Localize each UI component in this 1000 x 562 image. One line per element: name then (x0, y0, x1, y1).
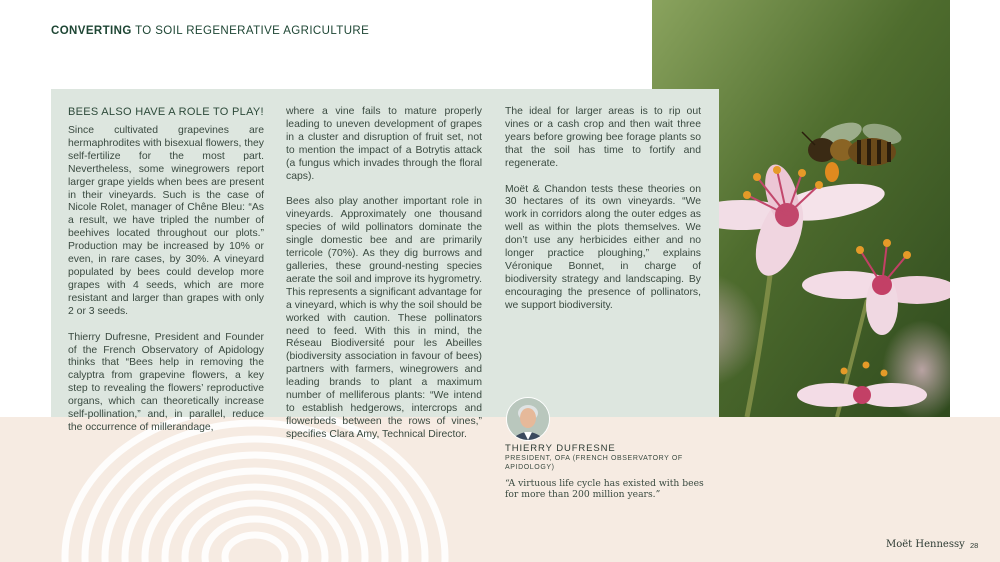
section-header (51, 25, 369, 37)
header-strong: CONVERTING (51, 25, 132, 37)
portrait-avatar (506, 397, 550, 441)
col3-paragraph-1: The ideal for larger areas is to rip out vines or a cash crop and then wait three years before growing bee forage plants so that the soil has time to fortify and regenerate. (505, 106, 701, 169)
brand-logo: Moët Hennessy (886, 539, 965, 550)
article-column-2 (286, 106, 482, 455)
col1-paragraph-2: Thierry Dufresne, President and Founder of the French Observatory of Apidology thinks that “Bees help in removing the calyptra from grapevine flowers, a key step to revealing the flowers’ reproductive organs, which can theoretically increase self-pollination,” and, in parallel, reduce the occurrence of millerandage, (68, 331, 264, 433)
article-title: BEES ALSO HAVE A ROLE TO PLAY! (68, 106, 264, 118)
quote-person-role: PRESIDENT, OFA (FRENCH OBSERVATORY OF APIDOLOGY) (505, 455, 683, 471)
article-column-1 (68, 125, 264, 448)
quote-text: “A virtuous life cycle has existed with bees for more than 200 million years.” (505, 478, 704, 500)
quote-person-name: THIERRY DUFRESNE (505, 443, 616, 454)
page-number: 28 (970, 541, 979, 550)
col2-paragraph-1: where a vine fails to mature properly leading to uneven development of grapes in a cluster and disruption of fruit set, not to mention the impact of a Botrytis attack (a fungus which invades through the floral caps). (286, 106, 482, 182)
person-icon (507, 398, 549, 440)
header-rest: TO SOIL REGENERATIVE AGRICULTURE (135, 25, 370, 37)
col3-paragraph-2: Moët & Chandon tests these theories on 30 hectares of its own vineyards. “We work in corridors along the outer edges as well as within the plots themselves. We don’t use any herbicides either and no longer practice ploughing,” explains Véronique Bonnet, in charge of biodiversity strategy and landscaping. By encouraging the presence of pollinators, we support biodiversity. (505, 183, 701, 311)
article-column-3 (505, 106, 701, 326)
col2-paragraph-2: Bees also play another important role in vineyards. Approximately one thousand species of wild pollinators dominate the single domestic bee and are primarily terricole (70%). As they dig burrows and galleries, these ground-nesting species aerate the soil and improve its hygrometry. This represents a significant advantage for a vineyard, which is why the soil should be worked with caution. These pollinators need to feed. With this in mind, the Réseau Biodiversité pour les Abeilles (biodiversity association in favour of bees) partners with farmers, winegrowers and leading brands to plant a maximum number of melliferous plants: “We intend to establish hedgerows, intercrops and flowerbeds between the rows of vines,” specifies Clara Amy, Technical Director. (286, 196, 482, 440)
col1-paragraph-1: Since cultivated grapevines are hermaphrodites with bisexual flowers, they self-fertilize for the most part. Nevertheless, some winegrowers report larger grape yields when bees are present in their vineyards. Such is the case of Nicole Rolet, manager of Chêne Bleu: “As a result, we have tripled the number of beehives located throughout our plots.” Production may be increased by 10% or even, in rare cases, by 30%. A vineyard populated by bees could develop more grapes with 4 seeds, which are more resistant and larger than grapes with only 2 or 3 seeds. (68, 125, 264, 317)
